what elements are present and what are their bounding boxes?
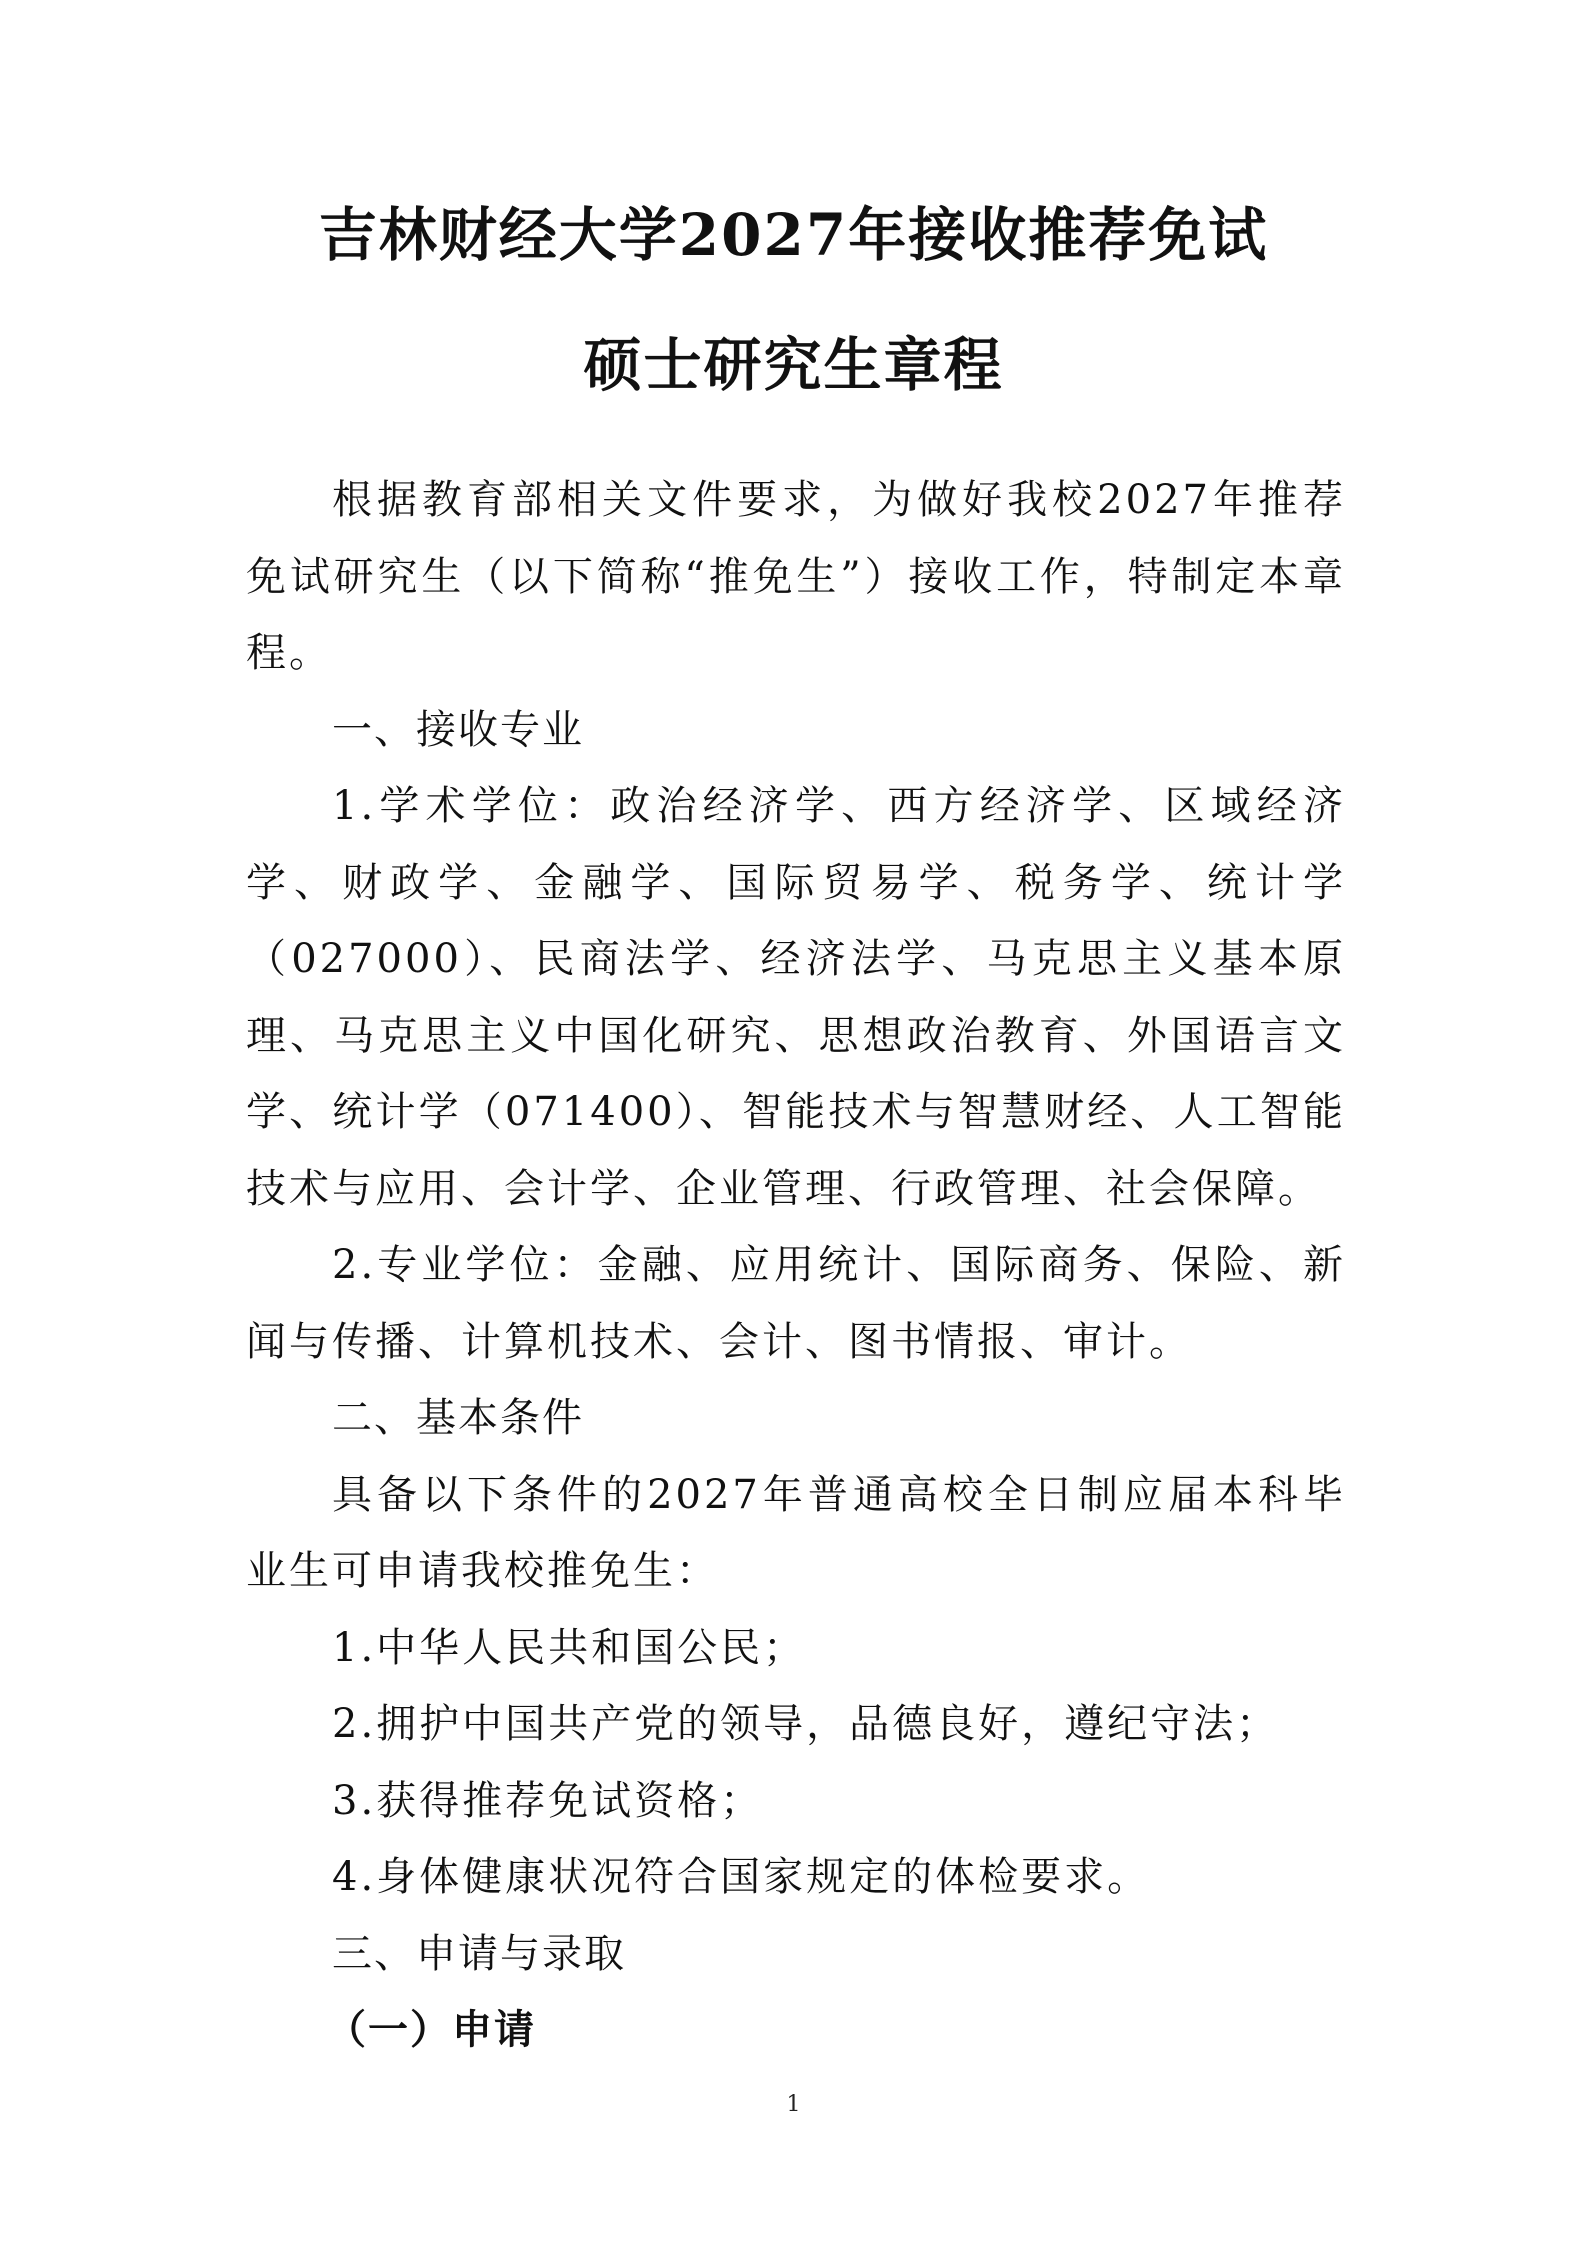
document-title-line-1: 吉林财经大学2027年接收推荐免试 bbox=[318, 201, 1269, 269]
professional-degree-paragraph: 2.专业学位：金融、应用统计、国际商务、保险、新闻与传播、计算机技术、会计、图书情报、审计。 bbox=[246, 1242, 1346, 1365]
section-heading-conditions: 二、基本条件 bbox=[332, 1395, 584, 1441]
conditions-intro-paragraph: 具备以下条件的2027年普通高校全日制应届本科毕业生可申请我校推免生： bbox=[246, 1471, 1346, 1594]
page-number: 1 bbox=[786, 2092, 801, 2117]
condition-item-1: 1.中华人民共和国公民； bbox=[332, 1624, 807, 1671]
document-body bbox=[246, 462, 1346, 2069]
intro-paragraph: 根据教育部相关文件要求，为做好我校2027年推荐免试研究生（以下简称“推免生”）接收工作，特制定本章程。 bbox=[246, 477, 1346, 676]
subsection-heading-apply: （一）申请 bbox=[326, 2006, 536, 2053]
academic-degree-paragraph: 1.学术学位：政治经济学、西方经济学、区域经济学、财政学、金融学、国际贸易学、税务学、统计学（027000）、民商法学、经济法学、马克思主义基本原理、马克思主义中国化研究、思想政治教育、外国语言文学、统计学（071400）、智能技术与智慧财经、人工智能技术与应用、会计学、企业管理、行政管理、社会保障。 bbox=[246, 783, 1346, 1212]
condition-item-2: 2.拥护中国共产党的领导，品德良好，遵纪守法； bbox=[332, 1701, 1280, 1747]
document-title-line-2: 硕士研究生章程 bbox=[583, 331, 1004, 399]
section-heading-application: 三、申请与录取 bbox=[332, 1930, 626, 1977]
condition-item-4: 4.身体健康状况符合国家规定的体检要求。 bbox=[332, 1854, 1151, 1900]
condition-item-3: 3.获得推荐免试资格； bbox=[332, 1777, 764, 1824]
section-heading-majors: 一、接收专业 bbox=[332, 706, 584, 753]
